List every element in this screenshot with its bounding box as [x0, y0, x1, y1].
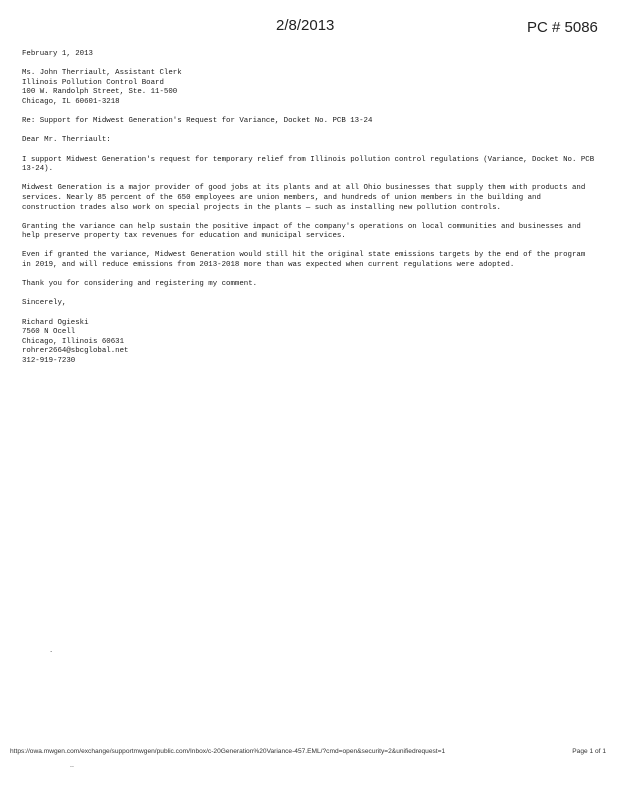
- sender-phone: 312-919-7230: [22, 357, 76, 365]
- body-paragraph: Granting the variance can help sustain the positive impact of the company's operations on local communities and businesses and help preserve property tax revenues for education and municipal services.: [22, 222, 581, 241]
- page-indicator: Page 1 of 1: [572, 748, 606, 755]
- sender-city: Chicago, Illinois 60631: [22, 337, 125, 346]
- source-url: https://owa.mwgen.com/exchange/supportmwgen/public.com/Inbox/c-20Generation%20Variance-457.EML/?cmd=open&security=2&unifiedrequest=1: [10, 748, 446, 755]
- salutation: Dear Mr. Therriault:: [22, 136, 111, 145]
- recipient-line: Illinois Pollution Control Board: [22, 78, 164, 87]
- sender-street: 7560 N Ocell: [22, 328, 76, 337]
- sender-name: Richard Ogieski: [22, 318, 89, 327]
- recipient-line: 100 W. Randolph Street, Ste. 11-500: [22, 88, 178, 97]
- letter-date: February 1, 2013: [22, 50, 93, 58]
- pc-number-stamp: PC # 5086: [527, 19, 598, 36]
- recipient-line: Chicago, IL 60601-3218: [22, 97, 120, 106]
- subject-line: Re: Support for Midwest Generation's Request for Variance, Docket No. PCB 13-24: [22, 117, 373, 126]
- sender-email: rohrer2664@sbcglobal.net: [22, 347, 129, 356]
- recipient-line: Ms. John Therriault, Assistant Clerk: [22, 69, 182, 78]
- signoff: Sincerely,: [22, 299, 67, 308]
- received-date-stamp: 2/8/2013: [276, 17, 335, 34]
- recipient-address: [22, 69, 596, 107]
- footer-marks: ..: [70, 762, 74, 769]
- body-paragraph: Even if granted the variance, Midwest Generation would still hit the original state emissions targets by the end of the program in 2019, and will reduce emissions from 2013-2018 more than was expected when current regulations were adopted.: [22, 251, 586, 270]
- body-paragraph: I support Midwest Generation's request for temporary relief from Illinois pollution control regulations (Variance, Docket No. PCB 13-24).: [22, 155, 595, 174]
- body-paragraph: Midwest Generation is a major provider of good jobs at its plants and at all Ohio businesses that supply them with products and services. Nearly 85 percent of the 650 employees are union members, and hundreds of union members in the building and construction trades also work on special projects in the plants — such as installing new pollution controls.: [22, 184, 586, 212]
- sender-block: [22, 319, 596, 367]
- letter-body: [22, 50, 596, 367]
- stray-mark: .: [50, 645, 53, 654]
- closing-line: Thank you for considering and registering my comment.: [22, 280, 258, 289]
